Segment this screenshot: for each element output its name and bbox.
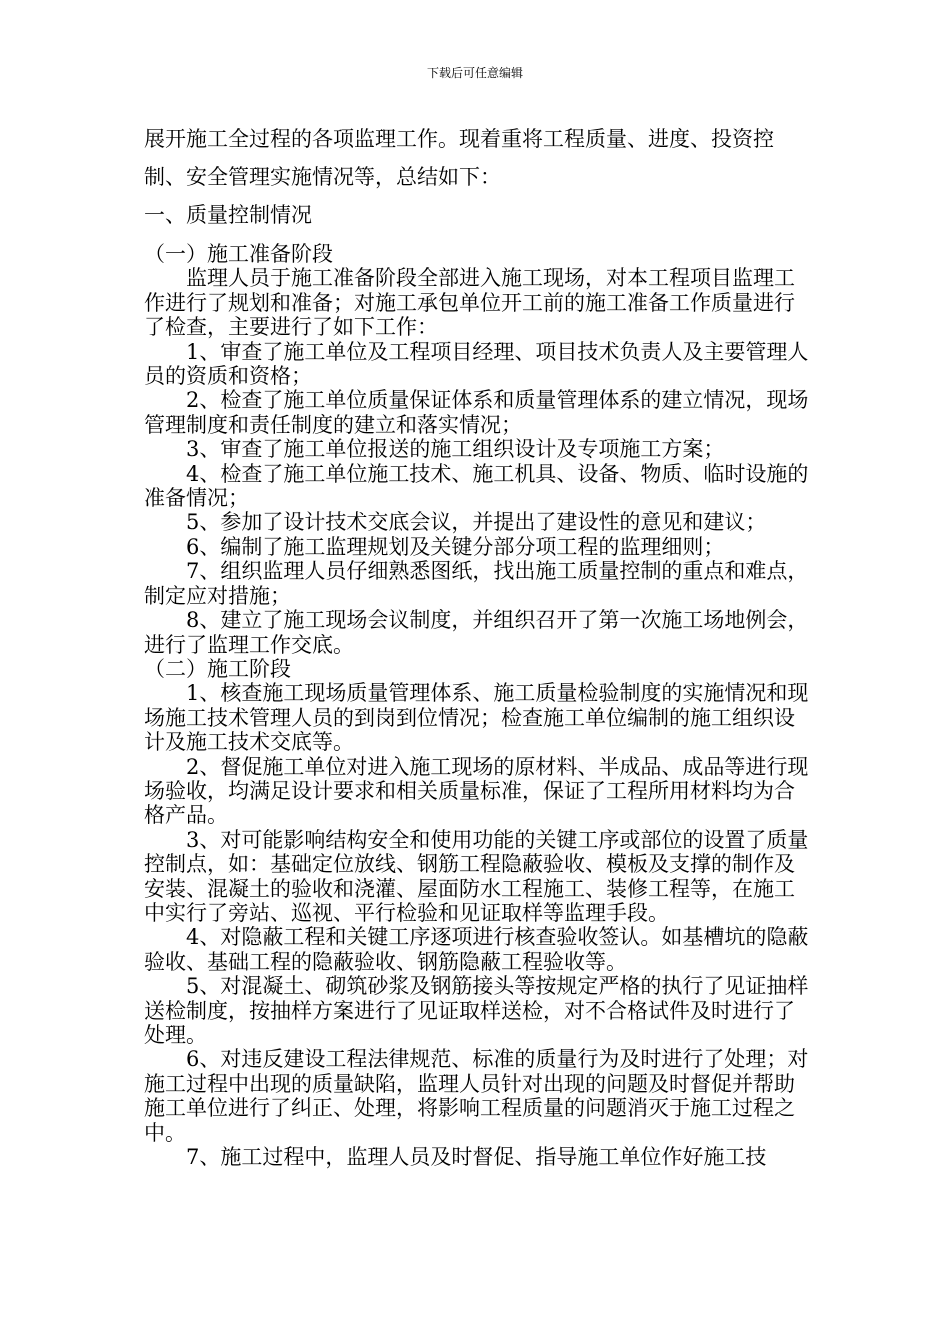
document-body xyxy=(144,120,810,1169)
construction-item: 2、督促施工单位对进入施工现场的原材料、半成品、成品等进行现场验收，均满足设计要求和相关质量标准，保证了工程所用材料均为合格产品。 xyxy=(144,754,809,828)
construction-item: 5、对混凝土、砌筑砂浆及钢筋接头等按规定严格的执行了见证抽样送检制度，按抽样方案进行了见证取样送检，对不合格试件及时进行了处理。 xyxy=(144,974,809,1047)
preparation-lead-paragraph: 监理人员于施工准备阶段全部进入施工现场，对本工程项目监理工作进行了规划和准备；对施工承包单位开工前的施工准备工作质量进行了检查，主要进行了如下工作： xyxy=(144,266,795,340)
preparation-item: 1、审查了施工单位及工程项目经理、项目技术负责人及主要管理人员的资质和资格； xyxy=(144,339,809,389)
section-heading-quality-control: 一、质量控制情况 xyxy=(144,203,312,227)
preparation-item: 5、参加了设计技术交底会议，并提出了建设性的意见和建议； xyxy=(186,510,767,535)
construction-item: 3、对可能影响结构安全和使用功能的关键工序或部位的设置了质量控制点，如：基础定位放线、钢筋工程隐蔽验收、模板及支撑的制作及安装、混凝土的验收和浇灌、屋面防水工程施工、装修工程等，在施工中实行了旁站、巡视、平行检验和见证取样等监理手段。 xyxy=(144,827,809,925)
preparation-item: 4、检查了施工单位施工技术、施工机具、设备、物质、临时设施的准备情况； xyxy=(144,461,809,511)
preparation-item: 8、建立了施工现场会议制度，并组织召开了第一次施工场地例会，进行了监理工作交底。 xyxy=(144,608,809,657)
intro-paragraph: 展开施工全过程的各项监理工作。现着重将工程质量、进度、投资控制、安全管理实施情况等，总结如下： xyxy=(144,127,774,189)
preparation-item: 7、组织监理人员仔细熟悉图纸，找出施工质量控制的重点和难点，制定应对措施； xyxy=(144,559,809,608)
preparation-item: 6、编制了施工监理规划及关键分部分项工程的监理细则； xyxy=(186,534,725,559)
construction-item: 6、对违反建设工程法律规范、标准的质量行为及时进行了处理；对施工过程中出现的质量缺陷，监理人员针对出现的问题及时督促并帮助施工单位进行了纠正、处理，将影响工程质量的问题消灭于施工过程之中。 xyxy=(144,1047,809,1145)
subsection-heading-preparation: （一）施工准备阶段 xyxy=(144,242,333,266)
construction-item: 4、对隐蔽工程和关键工序逐项进行核查验收签认。如基槽坑的隐蔽验收、基础工程的隐蔽验收、钢筋隐蔽工程验收等。 xyxy=(144,925,809,974)
preparation-item: 2、检查了施工单位质量保证体系和质量管理体系的建立情况，现场管理制度和责任制度的建立和落实情况； xyxy=(144,388,809,437)
subsection-heading-construction: （二）施工阶段 xyxy=(144,656,291,681)
preparation-item: 3、审查了施工单位报送的施工组织设计及专项施工方案； xyxy=(186,437,725,462)
page-header: 下载后可任意编辑 xyxy=(426,66,523,80)
construction-item: 1、核查施工现场质量管理体系、施工质量检验制度的实施情况和现场施工技术管理人员的到岗到位情况；检查施工单位编制的施工组织设计及施工技术交底等。 xyxy=(144,681,809,755)
construction-item: 7、施工过程中，监理人员及时督促、指导施工单位作好施工技 xyxy=(186,1145,767,1170)
